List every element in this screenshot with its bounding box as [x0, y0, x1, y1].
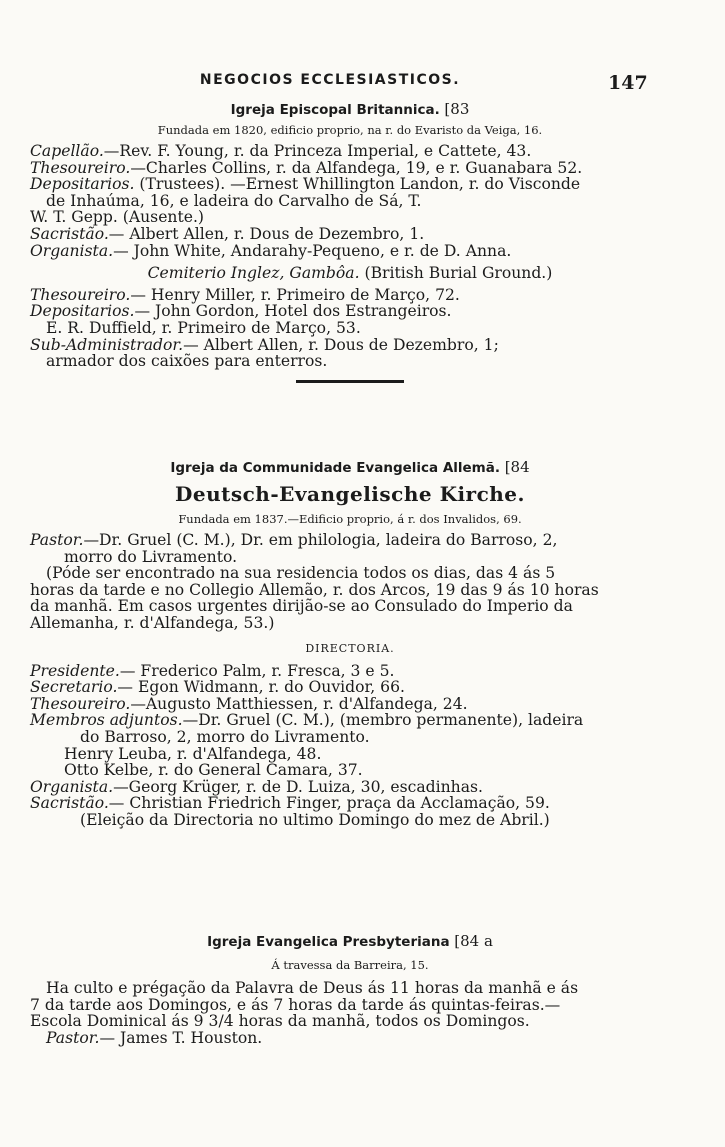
founded-note: Fundada em 1820, edificio proprio, na r. do Evaristo da Veiga, 16.	[157, 123, 543, 137]
line-text: — John White, Andarahy-Pequeno, e r. de D. Anna.	[113, 241, 512, 260]
role-label: Pastor.	[30, 531, 84, 549]
text-line	[30, 353, 670, 370]
text-line	[30, 997, 670, 1014]
role-label: Sub-Administrador.	[30, 335, 184, 354]
text-line	[30, 812, 670, 829]
role-label: Membros adjuntos.	[30, 711, 183, 730]
text-line	[30, 696, 670, 713]
line-text: 7 da tarde aos Domingos, e ás 7 horas da tarde ás quintas-feiras.—	[30, 995, 561, 1014]
role-label: Capellão.	[30, 142, 104, 160]
role-label: Depositarios.	[30, 302, 135, 321]
text-line	[30, 143, 670, 160]
directory-list	[30, 663, 670, 829]
role-label: Sacristão.	[30, 224, 109, 243]
role-label: Organista.	[30, 241, 114, 260]
text-line	[30, 679, 670, 696]
text-line	[30, 762, 670, 779]
cemetery-heading: Cemiterio Inglez, Gambôa. (British Burial Ground.)	[147, 264, 553, 283]
line-text: Ha culto e prégação da Palavra de Deus ás 11 horas da manhã e ás	[46, 979, 579, 997]
role-label: Pastor.	[46, 1028, 100, 1047]
page-number: 147	[608, 72, 648, 94]
text-line	[30, 337, 670, 354]
running-head	[0, 72, 725, 94]
line-text: armador dos caixões para enterros.	[46, 352, 328, 371]
line-text: — Frederico Palm, r. Fresca, 3 e 5.	[119, 661, 395, 680]
text-line	[30, 209, 670, 226]
line-text: do Barroso, 2, morro do Livramento.	[80, 727, 370, 746]
text-line	[30, 565, 670, 582]
role-label: Sacristão.	[30, 794, 109, 813]
role-label: Depositarios.	[30, 175, 135, 194]
line-text: Escola Dominical ás 9 3/4 horas da manhã, todos os Domingos.	[30, 1012, 530, 1031]
line-text: — Albert Allen, r. Dous de Dezembro, 1.	[108, 224, 425, 243]
text-line	[30, 1013, 670, 1030]
line-text: —Rev. F. Young, r. da Princeza Imperial, e Cattete, 43.	[103, 142, 532, 160]
line-text: —Charles Collins, r. da Alfandega, 19, e r. Guanabara 52.	[130, 158, 583, 177]
text-line	[30, 193, 670, 210]
role-label: Thesoureiro.	[30, 158, 131, 177]
section-heading: Igreja da Communidade Evangelica Allemã. [84	[170, 458, 530, 476]
text-line	[30, 980, 670, 997]
role-label: Thesoureiro.	[30, 285, 131, 304]
cemetery-entry-list	[30, 287, 670, 370]
text-line	[30, 582, 670, 599]
text-line	[30, 176, 670, 193]
text-line	[30, 549, 670, 566]
line-text: —Augusto Matthiessen, r. d'Alfandega, 24.	[130, 694, 468, 713]
line-text: — John Gordon, Hotel dos Estrangeiros.	[134, 302, 452, 321]
text-line	[30, 663, 670, 680]
section-evangelica-allema	[30, 458, 670, 829]
line-text: —Georg Krüger, r. de D. Luiza, 30, escadinhas.	[113, 777, 483, 796]
text-line	[30, 532, 670, 549]
text-line	[30, 598, 670, 615]
section-heading: Igreja Evangelica Presbyteriana [84 a	[207, 932, 493, 950]
text-line	[30, 712, 670, 729]
line-text: Henry Leuba, r. d'Alfandega, 48.	[64, 744, 322, 763]
role-label: Thesoureiro.	[30, 694, 131, 713]
line-text: —Dr. Gruel (C. M.), Dr. em philologia, ladeira do Barroso, 2,	[83, 531, 558, 549]
line-text: (Trustees). —Ernest Whillington Landon, r. do Visconde	[134, 175, 581, 194]
text-line	[30, 1030, 670, 1047]
line-text: — Christian Friedrich Finger, praça da Acclamação, 59.	[108, 794, 550, 813]
entry-list	[30, 532, 670, 632]
text-line	[30, 779, 670, 796]
text-line	[30, 320, 670, 337]
line-text: — Albert Allen, r. Dous de Dezembro, 1;	[183, 335, 499, 354]
role-label: Secretario.	[30, 678, 118, 697]
text-line	[30, 303, 670, 320]
section-episcopal	[30, 100, 670, 383]
entry-list	[30, 980, 670, 1046]
text-line	[30, 287, 670, 304]
text-line	[30, 795, 670, 812]
directory-title: DIRECTORIA.	[305, 641, 395, 655]
running-title: NEGOCIOS ECCLESIASTICOS.	[199, 72, 461, 88]
text-line	[30, 243, 670, 260]
line-text: morro do Livramento.	[64, 547, 238, 566]
role-label: Presidente.	[30, 661, 120, 680]
section-presbyteriana	[30, 932, 670, 1046]
text-line	[30, 615, 670, 632]
text-line	[30, 729, 670, 746]
role-label: Organista.	[30, 777, 114, 796]
line-text: (Eleição da Directoria no ultimo Domingo do mez de Abril.)	[80, 810, 550, 829]
line-text: —Dr. Gruel (C. M.), (membro permanente), ladeira	[182, 711, 584, 730]
line-text: (Póde ser encontrado na sua residencia todos os dias, das 4 ás 5	[46, 564, 556, 583]
text-line	[30, 226, 670, 243]
founded-note: Fundada em 1837.—Edificio proprio, á r. dos Invalidos, 69.	[178, 512, 522, 526]
line-text: horas da tarde e no Collegio Allemão, r. dos Arcos, 19 das 9 ás 10 horas	[30, 580, 599, 599]
text-line	[30, 160, 670, 177]
line-text: de Inhaúma, 16, e ladeira do Carvalho de Sá, T.	[46, 191, 422, 210]
line-text: — Henry Miller, r. Primeiro de Março, 72.	[130, 285, 460, 304]
text-line	[30, 746, 670, 763]
gothic-title: Deutsch-Evangelische Kirche.	[175, 482, 525, 506]
line-text: W. T. Gepp. (Ausente.)	[30, 208, 204, 227]
entry-list	[30, 143, 670, 259]
section-heading: Igreja Episcopal Britannica. [83	[230, 100, 470, 118]
line-text: da manhã. Em casos urgentes dirijão-se ao Consulado do Imperio da	[30, 597, 573, 616]
address-note: Á travessa da Barreira, 15.	[271, 958, 429, 972]
line-text: — James T. Houston.	[99, 1028, 263, 1047]
line-text: E. R. Duffield, r. Primeiro de Março, 53.	[46, 318, 361, 337]
line-text: — Egon Widmann, r. do Ouvidor, 66.	[117, 678, 405, 697]
line-text: Allemanha, r. d'Alfandega, 53.)	[30, 613, 275, 632]
line-text: Otto Kelbe, r. do General Camara, 37.	[64, 761, 363, 780]
section-divider	[296, 380, 404, 383]
